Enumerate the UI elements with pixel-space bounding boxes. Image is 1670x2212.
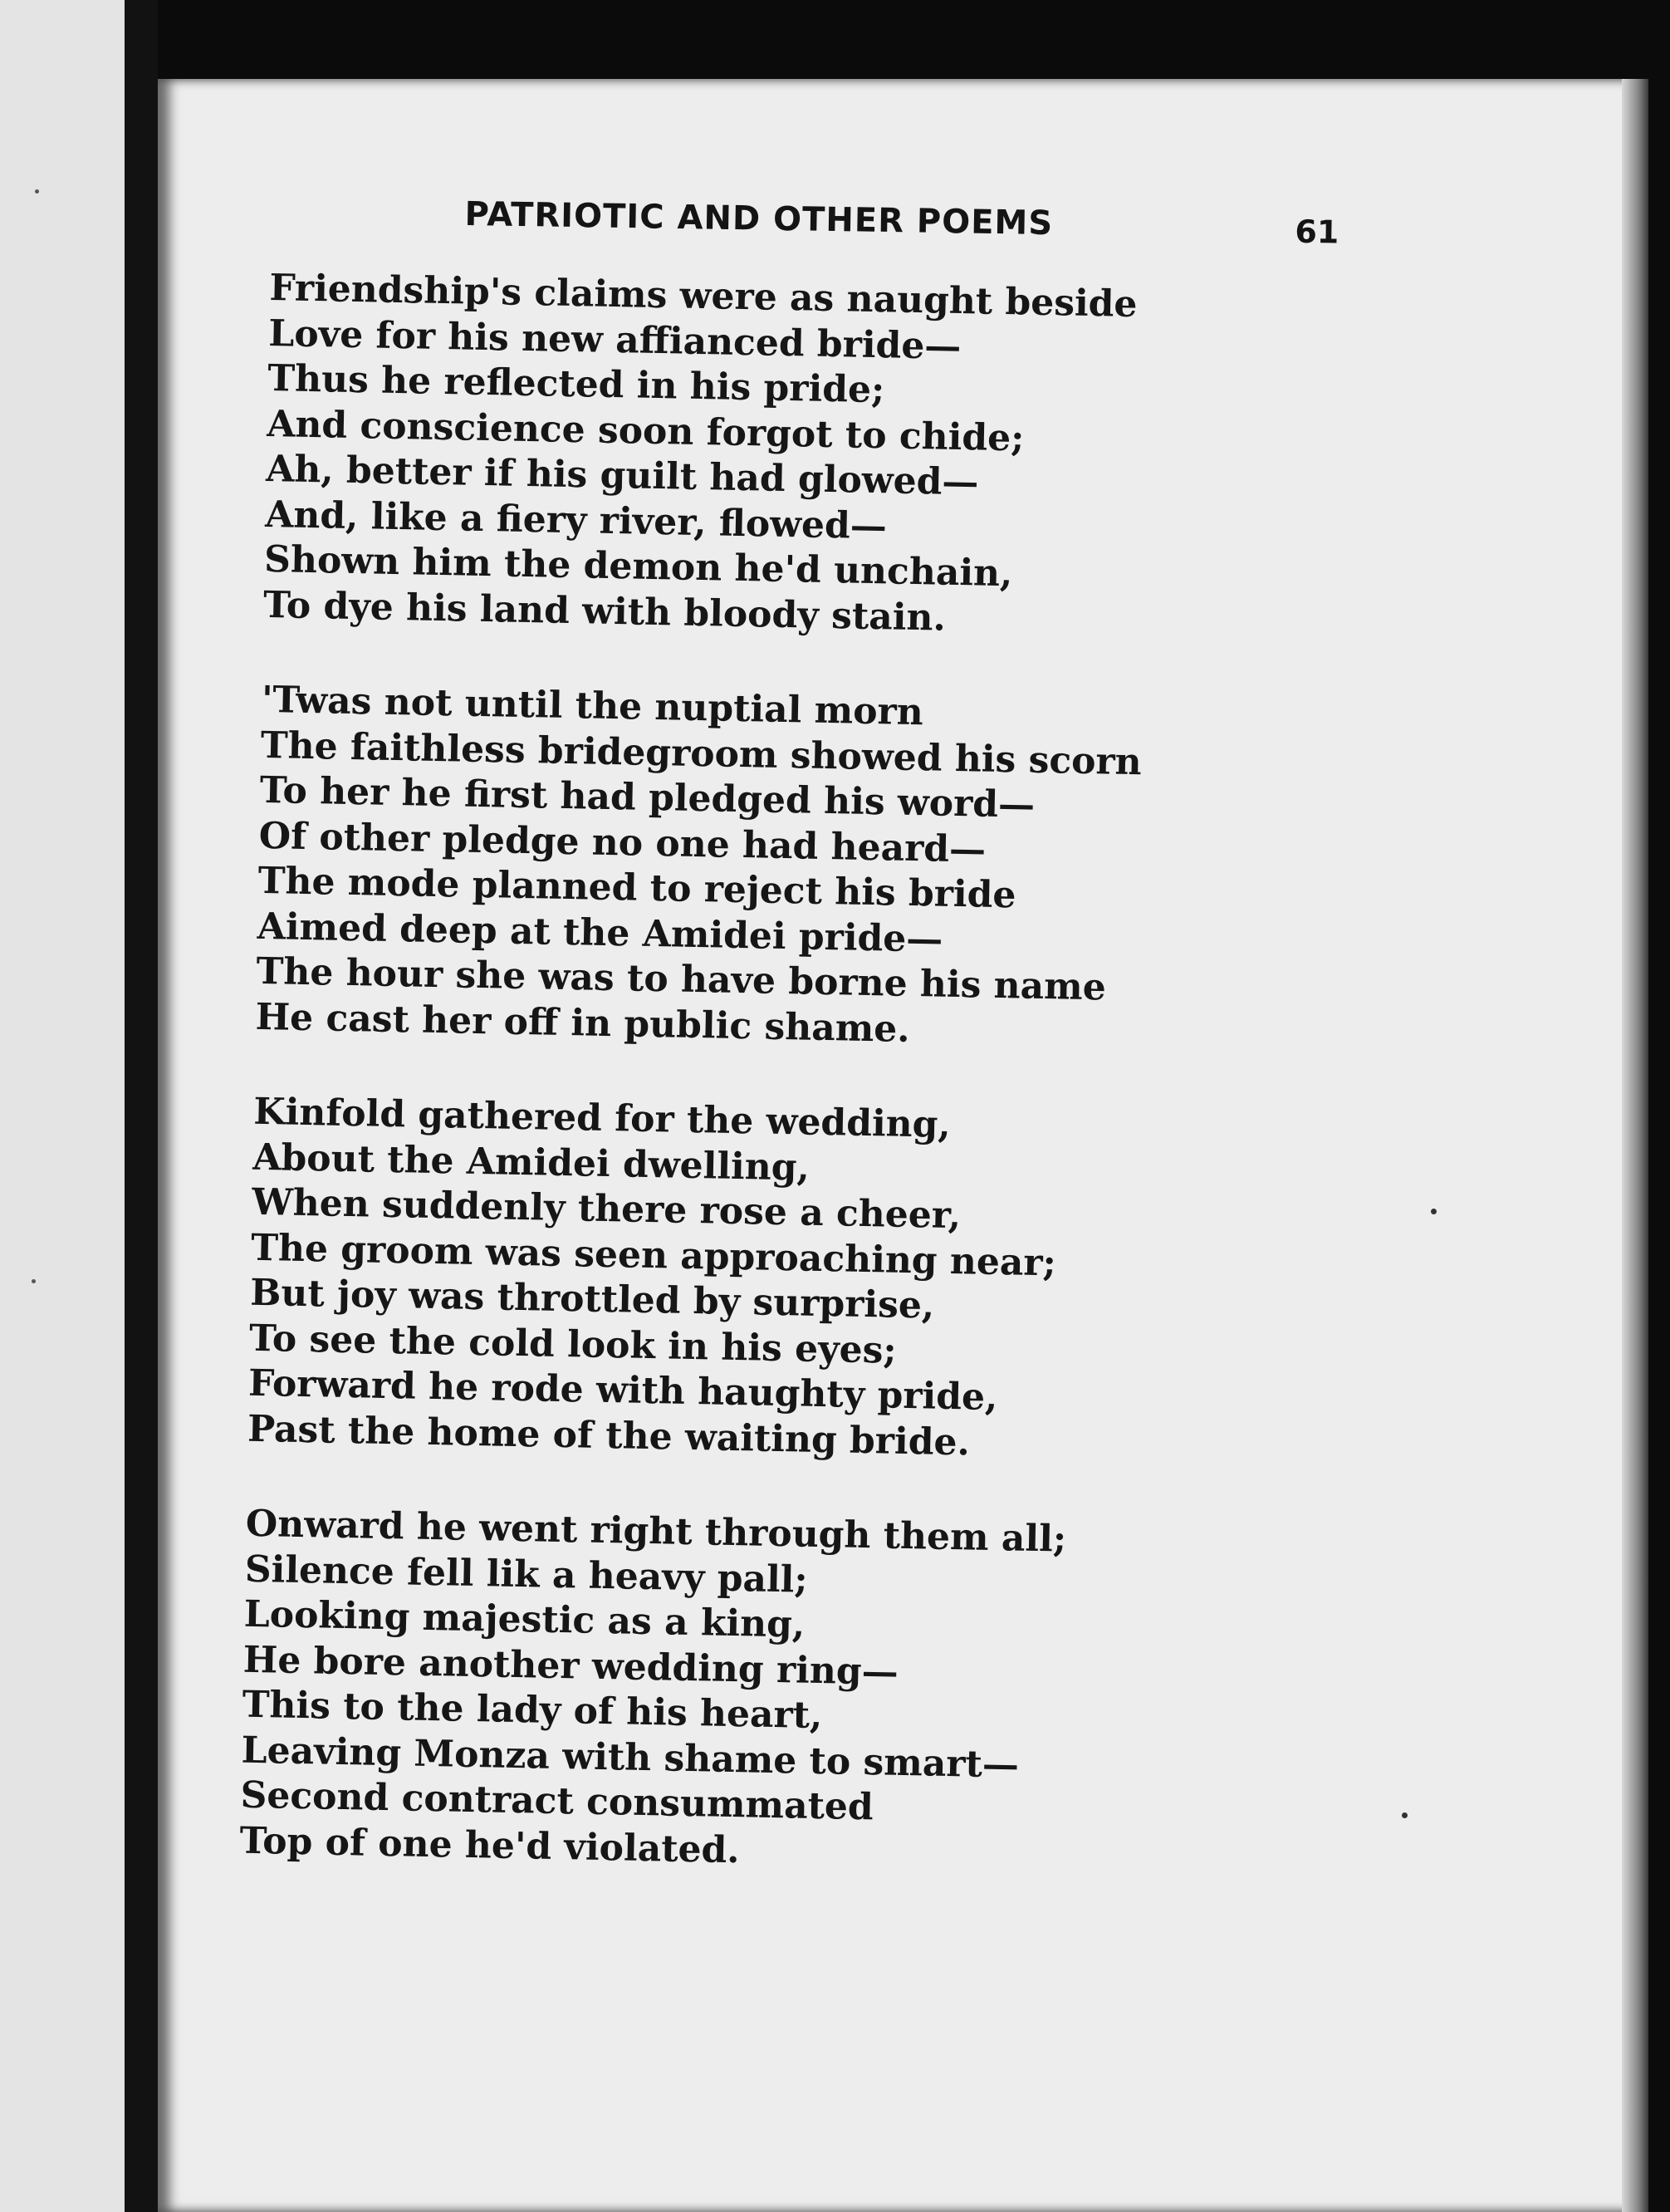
stanza-4 xyxy=(239,1502,1525,1888)
page-speck xyxy=(1431,1209,1437,1214)
running-title: PATRIOTIC AND OTHER POEMS xyxy=(464,195,1054,243)
book-gutter xyxy=(125,0,158,2212)
poem-line: Forward he rode with haughty pride, xyxy=(247,1361,998,1420)
adjacent-page-speck xyxy=(32,1279,36,1283)
poem-line: The hour she was to have borne his name xyxy=(256,949,1107,1009)
stanza-1 xyxy=(263,266,1549,652)
poem-line: When suddenly there rose a cheer, xyxy=(251,1180,962,1238)
poem-line: Thus he reflected in his pride; xyxy=(267,356,885,412)
poem-line: To her he first had pledged his word— xyxy=(259,768,1036,826)
poem-line: This to the lady of his heart, xyxy=(242,1683,823,1738)
stanza-3 xyxy=(247,1090,1533,1476)
poem-text xyxy=(238,266,1549,1938)
adjacent-page-margin xyxy=(0,0,125,2212)
poem-line: The faithless bridegroom showed his scorn xyxy=(260,723,1143,783)
poem-line: Kinfold gathered for the wedding, xyxy=(252,1090,952,1146)
poem-line: Friendship's claims were as naught beside xyxy=(269,266,1138,326)
poem-line: Leaving Monza with shame to smart— xyxy=(241,1729,1020,1787)
stanza-2 xyxy=(255,678,1540,1064)
poem-line: And, like a fiery river, flowed— xyxy=(264,493,888,547)
poem-line: Top of one he'd violated. xyxy=(239,1819,741,1871)
adjacent-page-speck xyxy=(35,189,39,194)
poem-line: Love for his new affianced bride— xyxy=(267,311,962,368)
poem-line: Of other pledge no one had heard— xyxy=(258,814,987,871)
poem-line: But joy was throttled by surprise, xyxy=(249,1271,935,1327)
page-edge-shadow xyxy=(1622,79,1648,2212)
poem-line: He cast her off in public shame. xyxy=(255,995,911,1051)
poem-line: The mode planned to reject his bride xyxy=(257,859,1016,917)
poem-line: Looking majestic as a king, xyxy=(243,1592,806,1646)
poem-line: Onward he went right through them all; xyxy=(245,1502,1067,1561)
poem-line: Silence fell lik a heavy pall; xyxy=(244,1547,809,1601)
poem-line: Ah, better if his guilt had glowed— xyxy=(265,447,979,504)
poem-line: Past the home of the waiting bride. xyxy=(247,1407,971,1464)
poem-line: 'Twas not until the nuptial morn xyxy=(261,678,924,734)
poem-line: To dye his land with bloody stain. xyxy=(262,583,947,640)
poem-line: Aimed deep at the Amidei pride— xyxy=(257,905,943,961)
poem-line: To see the cold look in his eyes; xyxy=(248,1317,898,1372)
poem-line: And conscience soon forgot to chide; xyxy=(266,402,1025,459)
poem-line: The groom was seen approaching near; xyxy=(250,1226,1057,1284)
poem-line: Shown him the demon he'd unchain, xyxy=(263,537,1013,596)
page-speck xyxy=(1402,1812,1408,1818)
poem-line: Second contract consummated xyxy=(240,1773,874,1829)
page-number: 61 xyxy=(1295,213,1339,251)
poem-line: About the Amidei dwelling, xyxy=(252,1135,811,1189)
poem-line: He bore another wedding ring— xyxy=(242,1638,899,1694)
